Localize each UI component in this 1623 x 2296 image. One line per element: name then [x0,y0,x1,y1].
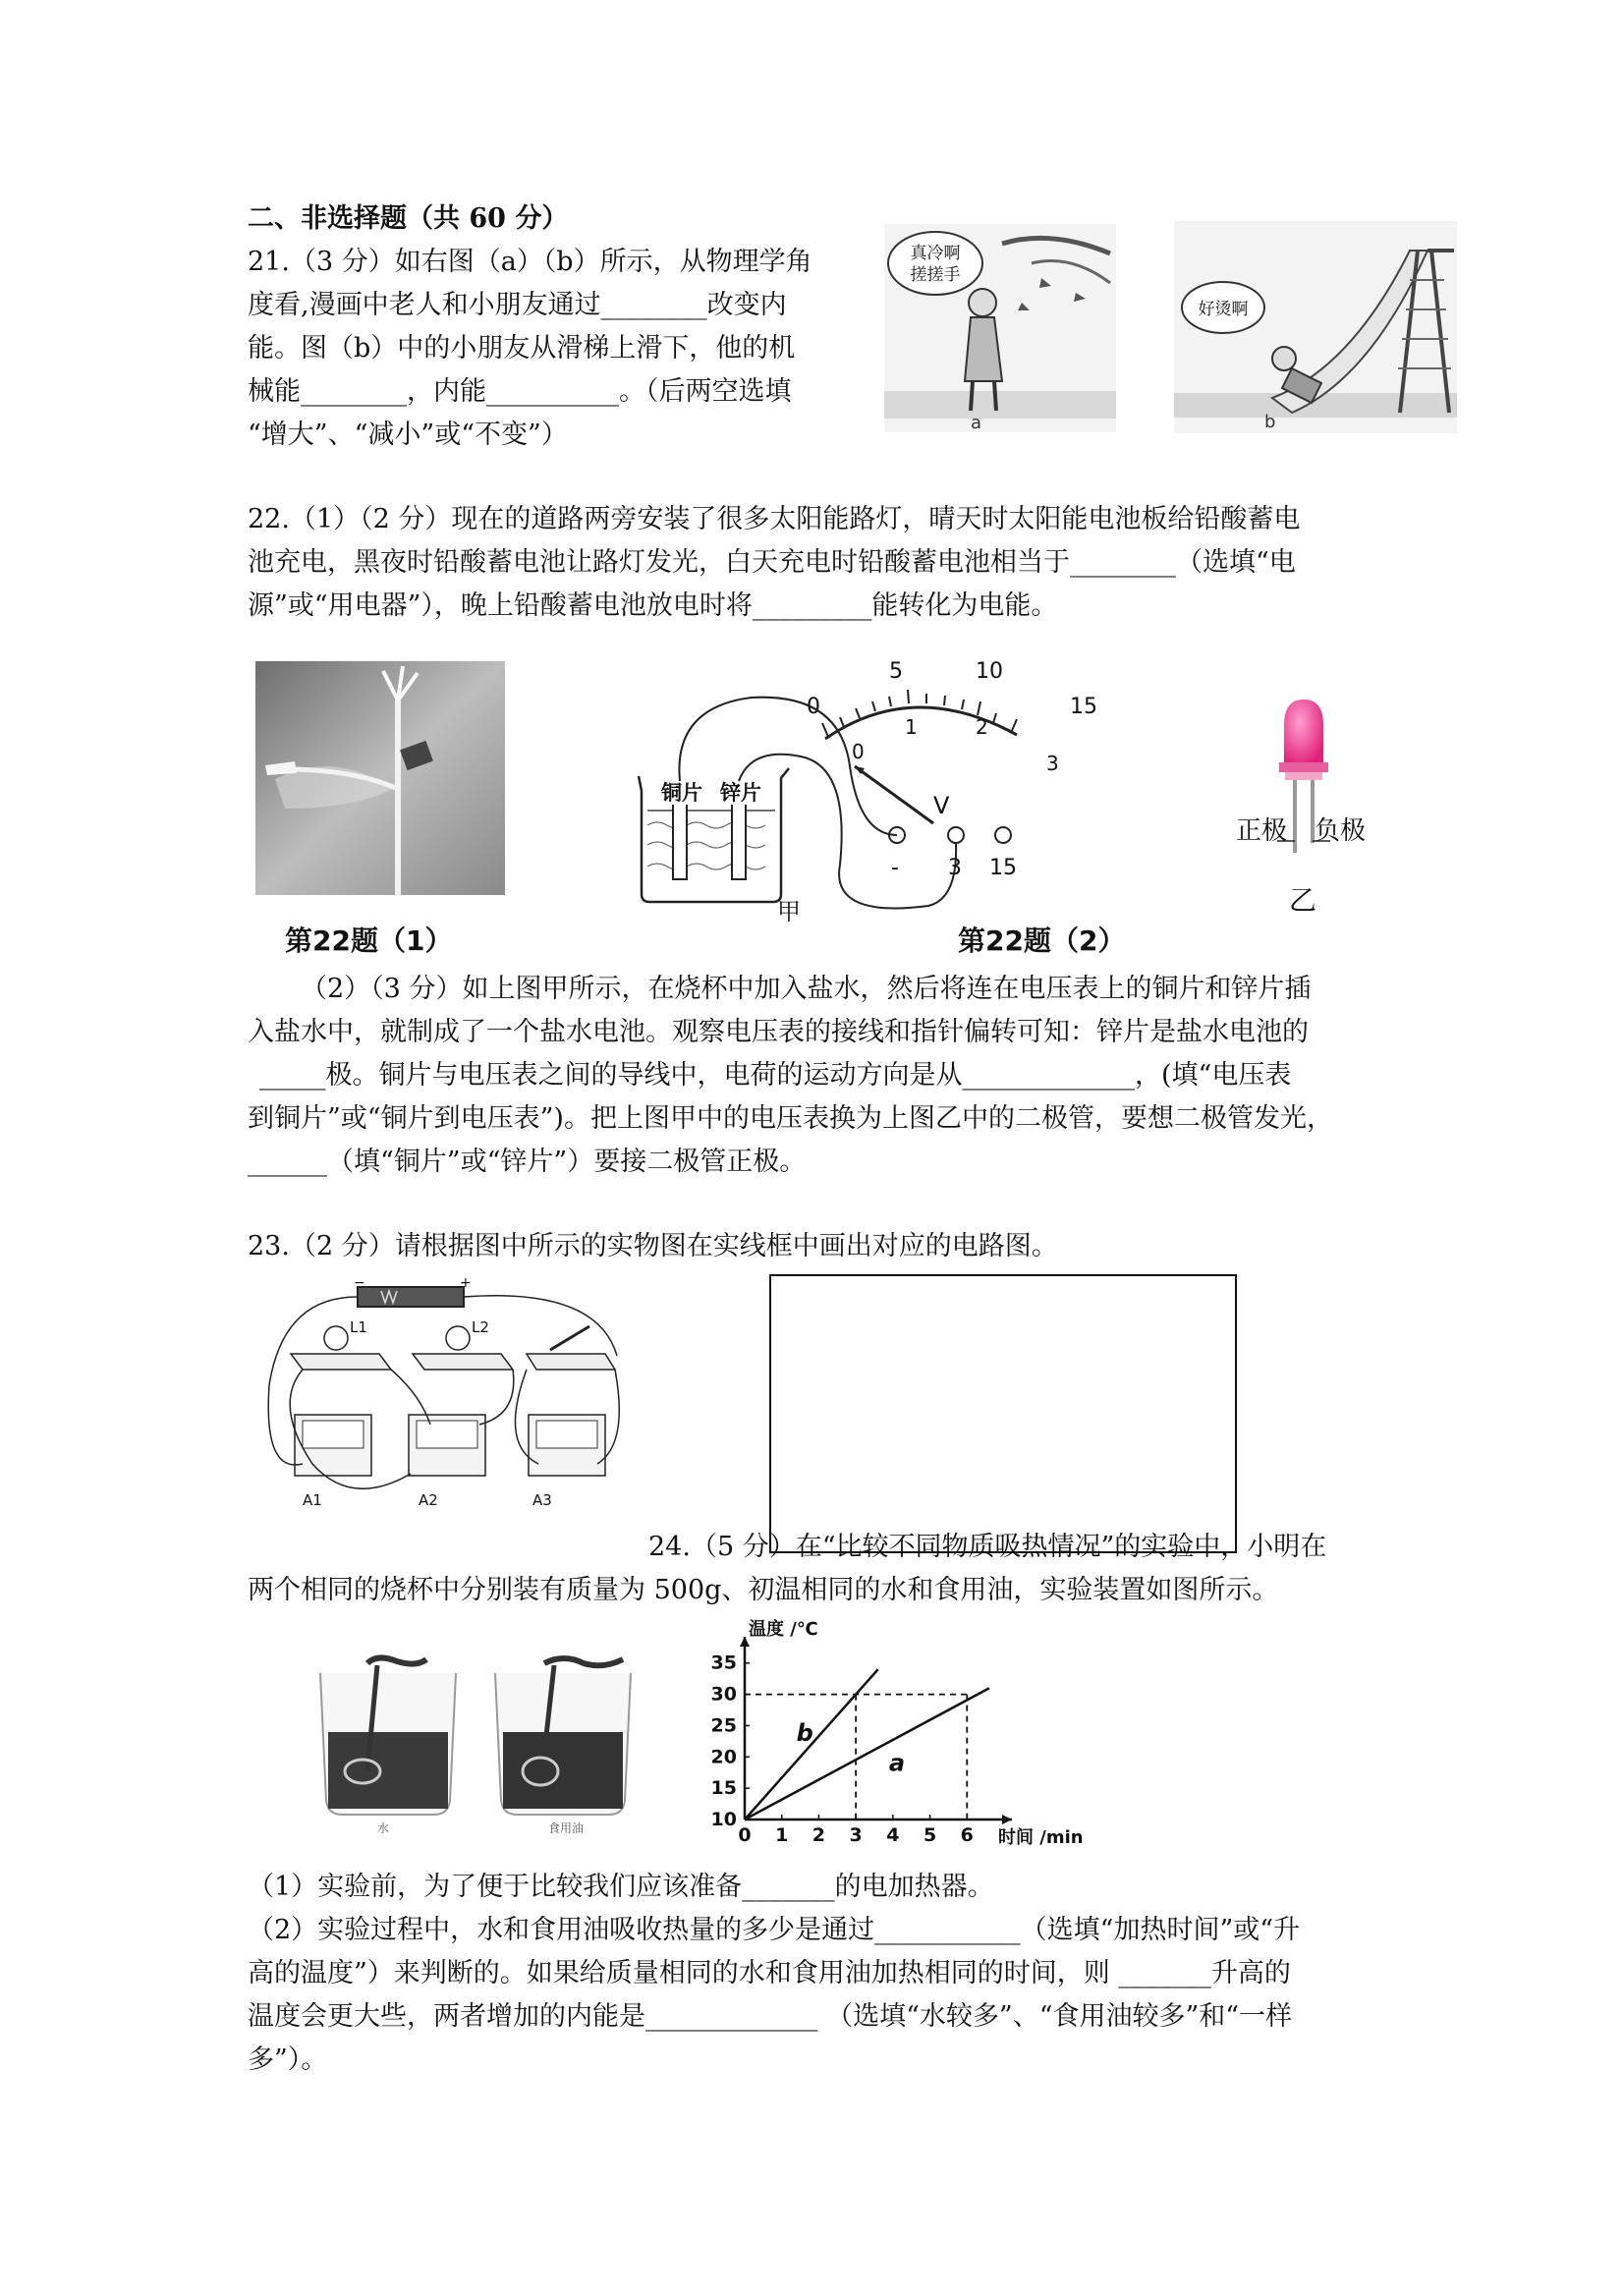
svg-text:−: − [354,1275,365,1291]
terminal-label: - [891,856,899,880]
y-tick-label: 25 [710,1714,737,1737]
scale-bottom-label: 3 [1046,752,1059,775]
terminal-label: 15 [989,856,1017,880]
diode-figure [1228,696,1385,922]
cartoon-a-speech: 真冷啊 [910,244,961,263]
x-tick-label: 3 [849,1824,863,1846]
cartoon-a-speech: 搓搓手 [910,265,961,285]
x-tick-label: 1 [775,1824,789,1846]
electrode-label: 铜片 [661,781,702,805]
cartoon-b-label: b [1264,412,1276,432]
electrode-label: 锌片 [720,781,761,805]
caption-q22-1: 第22题（1） [285,924,453,957]
series-line-a [745,1688,989,1820]
chart-axes [740,1637,1012,1824]
beaker-label-oil: 食用油 [548,1821,585,1835]
q21-line: 度看,漫画中老人和小朋友通过________改变内 [248,290,787,320]
q22-line: （2）（3 分）如上图甲所示，在烧杯中加入盐水，然后将连在电压表上的铜片和锌片插 [301,974,1312,1004]
beaker-label-water: 水 [377,1821,390,1835]
x-tick-label: 5 [923,1824,937,1846]
svg-text:+: + [460,1275,472,1291]
q24-question: （1）实验前，为了便于比较我们应该准备_______的电加热器。 [248,1872,994,1902]
circuit-physical-figure [263,1277,629,1523]
scale-top-label: 15 [1070,695,1097,719]
x-tick-label: 2 [812,1824,826,1846]
beakers-figure [308,1653,672,1835]
q24-question: 多”）。 [248,2044,328,2075]
q21-line: “增大”、“减小”或“不变”） [248,420,568,450]
q21-line: 21.（3 分）如右图（a）（b）所示，从物理学角 [248,247,812,277]
series-label-a: a [888,1749,906,1777]
scale-top-label: 5 [889,659,903,684]
label-a2: A2 [419,1491,438,1509]
q21-line: 能。图（b）中的小朋友从滑梯上滑下，他的机 [248,333,796,364]
q24-question: 温度会更大些，两者增加的内能是_____________ （选填“水较多”、“食用油较多”和“一样 [248,2001,1293,2032]
chart-series [745,1669,989,1820]
label-a1: A1 [303,1491,322,1509]
cartoon-b-figure [1174,221,1457,433]
x-tick-label: 0 [738,1824,752,1846]
scale-bottom-label: 1 [905,715,918,739]
q22-line: 到铜片”或“铜片到电压表”)。把上图甲中的电压表换为上图乙中的二极管，要想二极管发光， [248,1103,1333,1134]
q21-line: 械能________，内能__________。（后两空选填 [248,376,792,407]
y-tick-label: 30 [710,1683,737,1706]
x-tick-label: 6 [960,1824,974,1846]
x-tick-label: 4 [886,1824,900,1846]
temperature-chart [688,1619,1084,1857]
q24-line: 24.（5 分）在“比较不同物质吸热情况”的实验中，小明在 [648,1532,1327,1562]
q22-line: 22.（1）（2 分）现在的道路两旁安装了很多太阳能路灯，晴天时太阳能电池板给铅酸蓄电 [248,504,1301,534]
label-l1: L1 [350,1318,367,1336]
x-axis-arrow [1002,1815,1012,1824]
caption-q22-2: 第22题（2） [958,924,1126,957]
label-l2: L2 [472,1318,489,1336]
q22-line: 源”或“用电器”），晚上铅酸蓄电池放电时将_________能转化为电能。 [248,590,1058,621]
diode-positive-label: 正极 [1236,816,1288,846]
scale-bottom-label: 0 [852,740,865,763]
meter-unit: V [933,792,950,819]
chart-labels [711,1618,1084,1848]
y-axis-label: 温度 /℃ [749,1619,818,1640]
scale-top-label: 10 [976,659,1003,684]
q22-line: 池充电，黑夜时铅酸蓄电池让路灯发光，白天充电时铅酸蓄电池相当于________（选填“电 [248,547,1296,578]
q22-line: _____极。铜片与电压表之间的导线中，电荷的运动方向是从_____________，(填“电压表 [259,1060,1292,1091]
q22-line: 入盐水中，就制成了一个盐水电池。观察电压表的接线和指针偏转可知：锌片是盐水电池的 [248,1017,1309,1047]
scale-top-label: 0 [807,695,820,719]
scale-bottom-label: 2 [976,715,988,739]
cartoon-a-label: a [971,413,982,433]
q24-question: 高的温度”）来判断的。如果给质量相同的水和食用油加热相同的时间，则 _______升高的 [248,1958,1291,1988]
solar-lamp-photo [255,661,505,895]
cartoon-b-speech: 好烫啊 [1198,300,1249,319]
figure-label-yi: 乙 [1289,884,1317,917]
label-a3: A3 [532,1491,552,1509]
y-tick-label: 20 [710,1746,737,1768]
circuit-answer-box [769,1274,1237,1553]
y-tick-label: 15 [710,1777,737,1800]
series-label-b: b [796,1718,813,1747]
y-tick-label: 35 [710,1652,737,1674]
cartoon-a-figure [884,224,1116,432]
section-title: 二、非选择题（共 60 分） [248,203,569,234]
voltmeter-figure [634,648,1105,924]
y-tick-label: 10 [710,1809,737,1830]
q24-line: 两个相同的烧杯中分别装有质量为 500g、初温相同的水和食用油，实验装置如图所示。 [248,1575,1279,1605]
q23-text: 23.（2 分）请根据图中所示的实物图在实线框中画出对应的电路图。 [248,1231,1058,1261]
x-axis-label: 时间 /min [998,1827,1084,1848]
terminal-label: 3 [948,856,962,880]
figure-label-jia: 甲 [777,898,801,925]
q24-question: （2）实验过程中，水和食用油吸收热量的多少是通过___________（选填“加热时间”或“升 [248,1915,1301,1945]
diode-negative-label: 负极 [1315,816,1367,846]
q22-line: ______（填“铜片”或“锌片”）要接二极管正极。 [248,1147,807,1177]
